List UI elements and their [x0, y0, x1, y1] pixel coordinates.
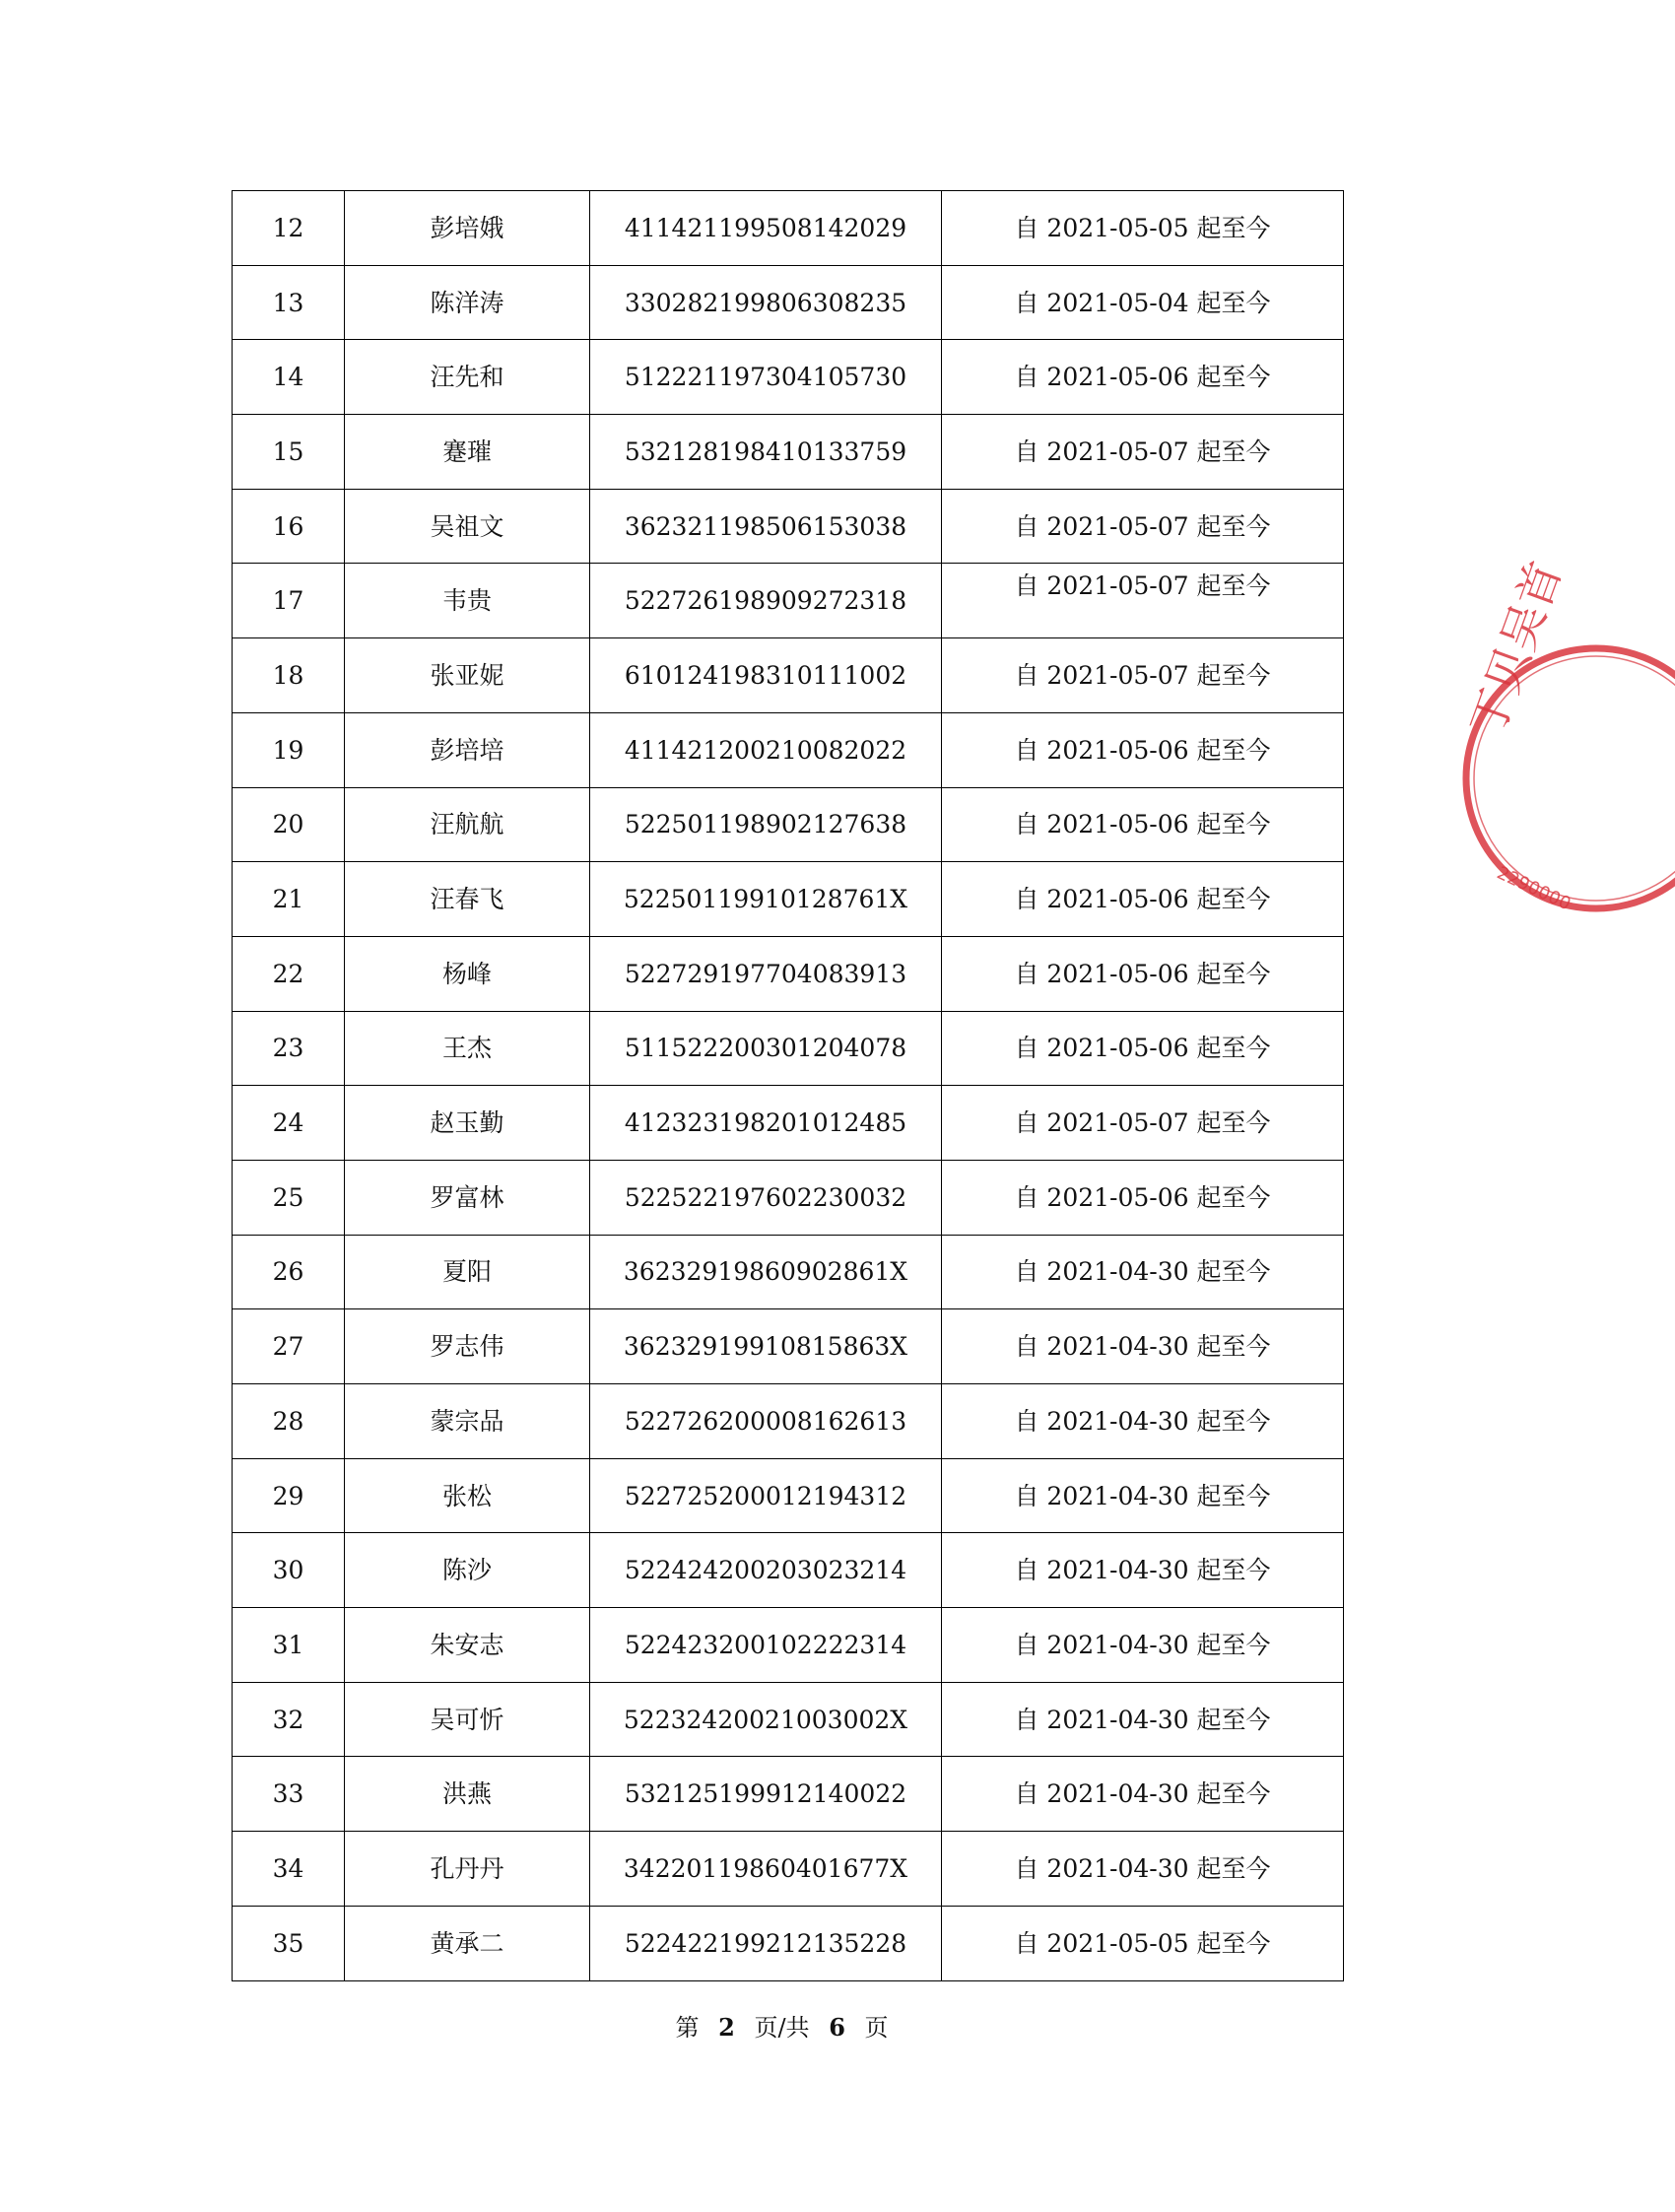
table-row: [233, 1682, 1344, 1757]
employment-period-cell: 自 2021-04-30 起至今: [942, 1384, 1344, 1459]
table-row: [233, 1458, 1344, 1533]
employment-period-cell: 自 2021-05-07 起至今: [942, 1086, 1344, 1161]
id-number-cell: 52232420021003002X: [590, 1682, 942, 1757]
name-cell: 夏阳: [345, 1235, 590, 1309]
employment-period-cell: 自 2021-05-06 起至今: [942, 936, 1344, 1011]
table-row: [233, 1757, 1344, 1832]
current-page-number: 2: [718, 2013, 735, 2042]
id-number-cell: 522423200102222314: [590, 1608, 942, 1683]
name-cell: 孔丹丹: [345, 1832, 590, 1907]
name-cell: 杨峰: [345, 936, 590, 1011]
employment-period-cell: 自 2021-05-06 起至今: [942, 1160, 1344, 1235]
id-number-cell: 522501198902127638: [590, 787, 942, 862]
table-row: [233, 638, 1344, 713]
id-number-cell: 52250119910128761X: [590, 862, 942, 937]
employment-period-cell: 自 2021-05-06 起至今: [942, 787, 1344, 862]
footer-prefix: 第: [675, 2014, 700, 2042]
id-number-cell: 610124198310111002: [590, 638, 942, 713]
row-number-cell: 21: [233, 862, 345, 937]
row-number-cell: 29: [233, 1458, 345, 1533]
employment-period-cell: 自 2021-04-30 起至今: [942, 1309, 1344, 1384]
employment-period-cell: 自 2021-05-05 起至今: [942, 191, 1344, 266]
table-row: [233, 1011, 1344, 1086]
id-number-cell: 522522197602230032: [590, 1160, 942, 1235]
employment-period-cell: 自 2021-05-07 起至今: [942, 638, 1344, 713]
employment-period-cell: 自 2021-05-04 起至今: [942, 265, 1344, 340]
id-number-cell: 36232919860902861X: [590, 1235, 942, 1309]
row-number-cell: 31: [233, 1608, 345, 1683]
footer-middle: 页/共: [754, 2014, 810, 2042]
employment-period-cell: 自 2021-04-30 起至今: [942, 1682, 1344, 1757]
employment-period-cell: 自 2021-04-30 起至今: [942, 1832, 1344, 1907]
row-number-cell: 14: [233, 340, 345, 415]
id-number-cell: 411421199508142029: [590, 191, 942, 266]
row-number-cell: 32: [233, 1682, 345, 1757]
id-number-cell: 412323198201012485: [590, 1086, 942, 1161]
company-seal: [1458, 554, 1675, 966]
table-row: [233, 1086, 1344, 1161]
table-row: [233, 712, 1344, 787]
table-row: [233, 1832, 1344, 1907]
name-cell: 陈洋涛: [345, 265, 590, 340]
footer-suffix: 页: [864, 2014, 889, 2042]
page-footer: [0, 2008, 1564, 2043]
table-row: [233, 1906, 1344, 1980]
employee-table: [232, 190, 1344, 1981]
id-number-cell: 512221197304105730: [590, 340, 942, 415]
table-row: [233, 1384, 1344, 1459]
table-row: [233, 936, 1344, 1011]
row-number-cell: 12: [233, 191, 345, 266]
id-number-cell: 522422199212135228: [590, 1906, 942, 1980]
row-number-cell: 35: [233, 1906, 345, 1980]
table-row: [233, 1160, 1344, 1235]
employment-period-cell: 自 2021-05-07 起至今: [942, 415, 1344, 490]
employment-period-cell: 自 2021-05-06 起至今: [942, 862, 1344, 937]
employment-period-cell: 自 2021-04-30 起至今: [942, 1608, 1344, 1683]
row-number-cell: 28: [233, 1384, 345, 1459]
employee-table-body: [233, 191, 1344, 1981]
table-row: [233, 191, 1344, 266]
row-number-cell: 34: [233, 1832, 345, 1907]
employment-period-cell: 自 2021-04-30 起至今: [942, 1458, 1344, 1533]
row-number-cell: 19: [233, 712, 345, 787]
row-number-cell: 13: [233, 265, 345, 340]
seal-inner-ring: [1474, 656, 1675, 901]
name-cell: 汪春飞: [345, 862, 590, 937]
table-row: [233, 787, 1344, 862]
id-number-cell: 522424200203023214: [590, 1533, 942, 1608]
name-cell: 汪先和: [345, 340, 590, 415]
table-row: [233, 265, 1344, 340]
employment-period-cell: 自 2021-04-30 起至今: [942, 1235, 1344, 1309]
table-row: [233, 1533, 1344, 1608]
total-page-number: 6: [829, 2013, 845, 2042]
table-row: [233, 489, 1344, 564]
table-row: [233, 1235, 1344, 1309]
row-number-cell: 24: [233, 1086, 345, 1161]
employment-period-cell: 自 2021-05-06 起至今: [942, 712, 1344, 787]
name-cell: 陈沙: [345, 1533, 590, 1608]
id-number-cell: 522729197704083913: [590, 936, 942, 1011]
table-row: [233, 564, 1344, 638]
row-number-cell: 20: [233, 787, 345, 862]
table-row: [233, 862, 1344, 937]
row-number-cell: 26: [233, 1235, 345, 1309]
row-number-cell: 27: [233, 1309, 345, 1384]
name-cell: 吴可忻: [345, 1682, 590, 1757]
name-cell: 洪燕: [345, 1757, 590, 1832]
id-number-cell: 36232919910815863X: [590, 1309, 942, 1384]
id-number-cell: 522726198909272318: [590, 564, 942, 638]
row-number-cell: 22: [233, 936, 345, 1011]
id-number-cell: 34220119860401677X: [590, 1832, 942, 1907]
name-cell: 汪航航: [345, 787, 590, 862]
name-cell: 罗富林: [345, 1160, 590, 1235]
name-cell: 吴祖文: [345, 489, 590, 564]
name-cell: 王杰: [345, 1011, 590, 1086]
table-row: [233, 1608, 1344, 1683]
table-row: [233, 1309, 1344, 1384]
row-number-cell: 16: [233, 489, 345, 564]
name-cell: 赵玉勤: [345, 1086, 590, 1161]
row-number-cell: 15: [233, 415, 345, 490]
id-number-cell: 511522200301204078: [590, 1011, 942, 1086]
name-cell: 彭培娥: [345, 191, 590, 266]
row-number-cell: 17: [233, 564, 345, 638]
table-row: [233, 415, 1344, 490]
name-cell: 彭培培: [345, 712, 590, 787]
seal-text: 丁贝吴首: [1459, 554, 1573, 743]
employment-period-cell: 自 2021-05-06 起至今: [942, 1011, 1344, 1086]
id-number-cell: 532128198410133759: [590, 415, 942, 490]
seal-code: 2290000: [1493, 862, 1574, 915]
id-number-cell: 532125199912140022: [590, 1757, 942, 1832]
employment-period-cell: 自 2021-05-05 起至今: [942, 1906, 1344, 1980]
name-cell: 张松: [345, 1458, 590, 1533]
name-cell: 黄承二: [345, 1906, 590, 1980]
row-number-cell: 30: [233, 1533, 345, 1608]
id-number-cell: 330282199806308235: [590, 265, 942, 340]
name-cell: 蒙宗品: [345, 1384, 590, 1459]
name-cell: 张亚妮: [345, 638, 590, 713]
id-number-cell: 411421200210082022: [590, 712, 942, 787]
row-number-cell: 25: [233, 1160, 345, 1235]
employment-period-cell: 自 2021-04-30 起至今: [942, 1757, 1344, 1832]
employment-period-cell: 自 2021-05-07 起至今: [942, 564, 1344, 638]
table-row: [233, 340, 1344, 415]
row-number-cell: 23: [233, 1011, 345, 1086]
name-cell: 罗志伟: [345, 1309, 590, 1384]
id-number-cell: 522726200008162613: [590, 1384, 942, 1459]
employment-period-cell: 自 2021-04-30 起至今: [942, 1533, 1344, 1608]
name-cell: 韦贵: [345, 564, 590, 638]
id-number-cell: 522725200012194312: [590, 1458, 942, 1533]
name-cell: 蹇璀: [345, 415, 590, 490]
row-number-cell: 18: [233, 638, 345, 713]
employment-period-cell: 自 2021-05-06 起至今: [942, 340, 1344, 415]
seal-outer-ring: [1466, 648, 1675, 908]
name-cell: 朱安志: [345, 1608, 590, 1683]
id-number-cell: 362321198506153038: [590, 489, 942, 564]
employment-period-cell: 自 2021-05-07 起至今: [942, 489, 1344, 564]
row-number-cell: 33: [233, 1757, 345, 1832]
